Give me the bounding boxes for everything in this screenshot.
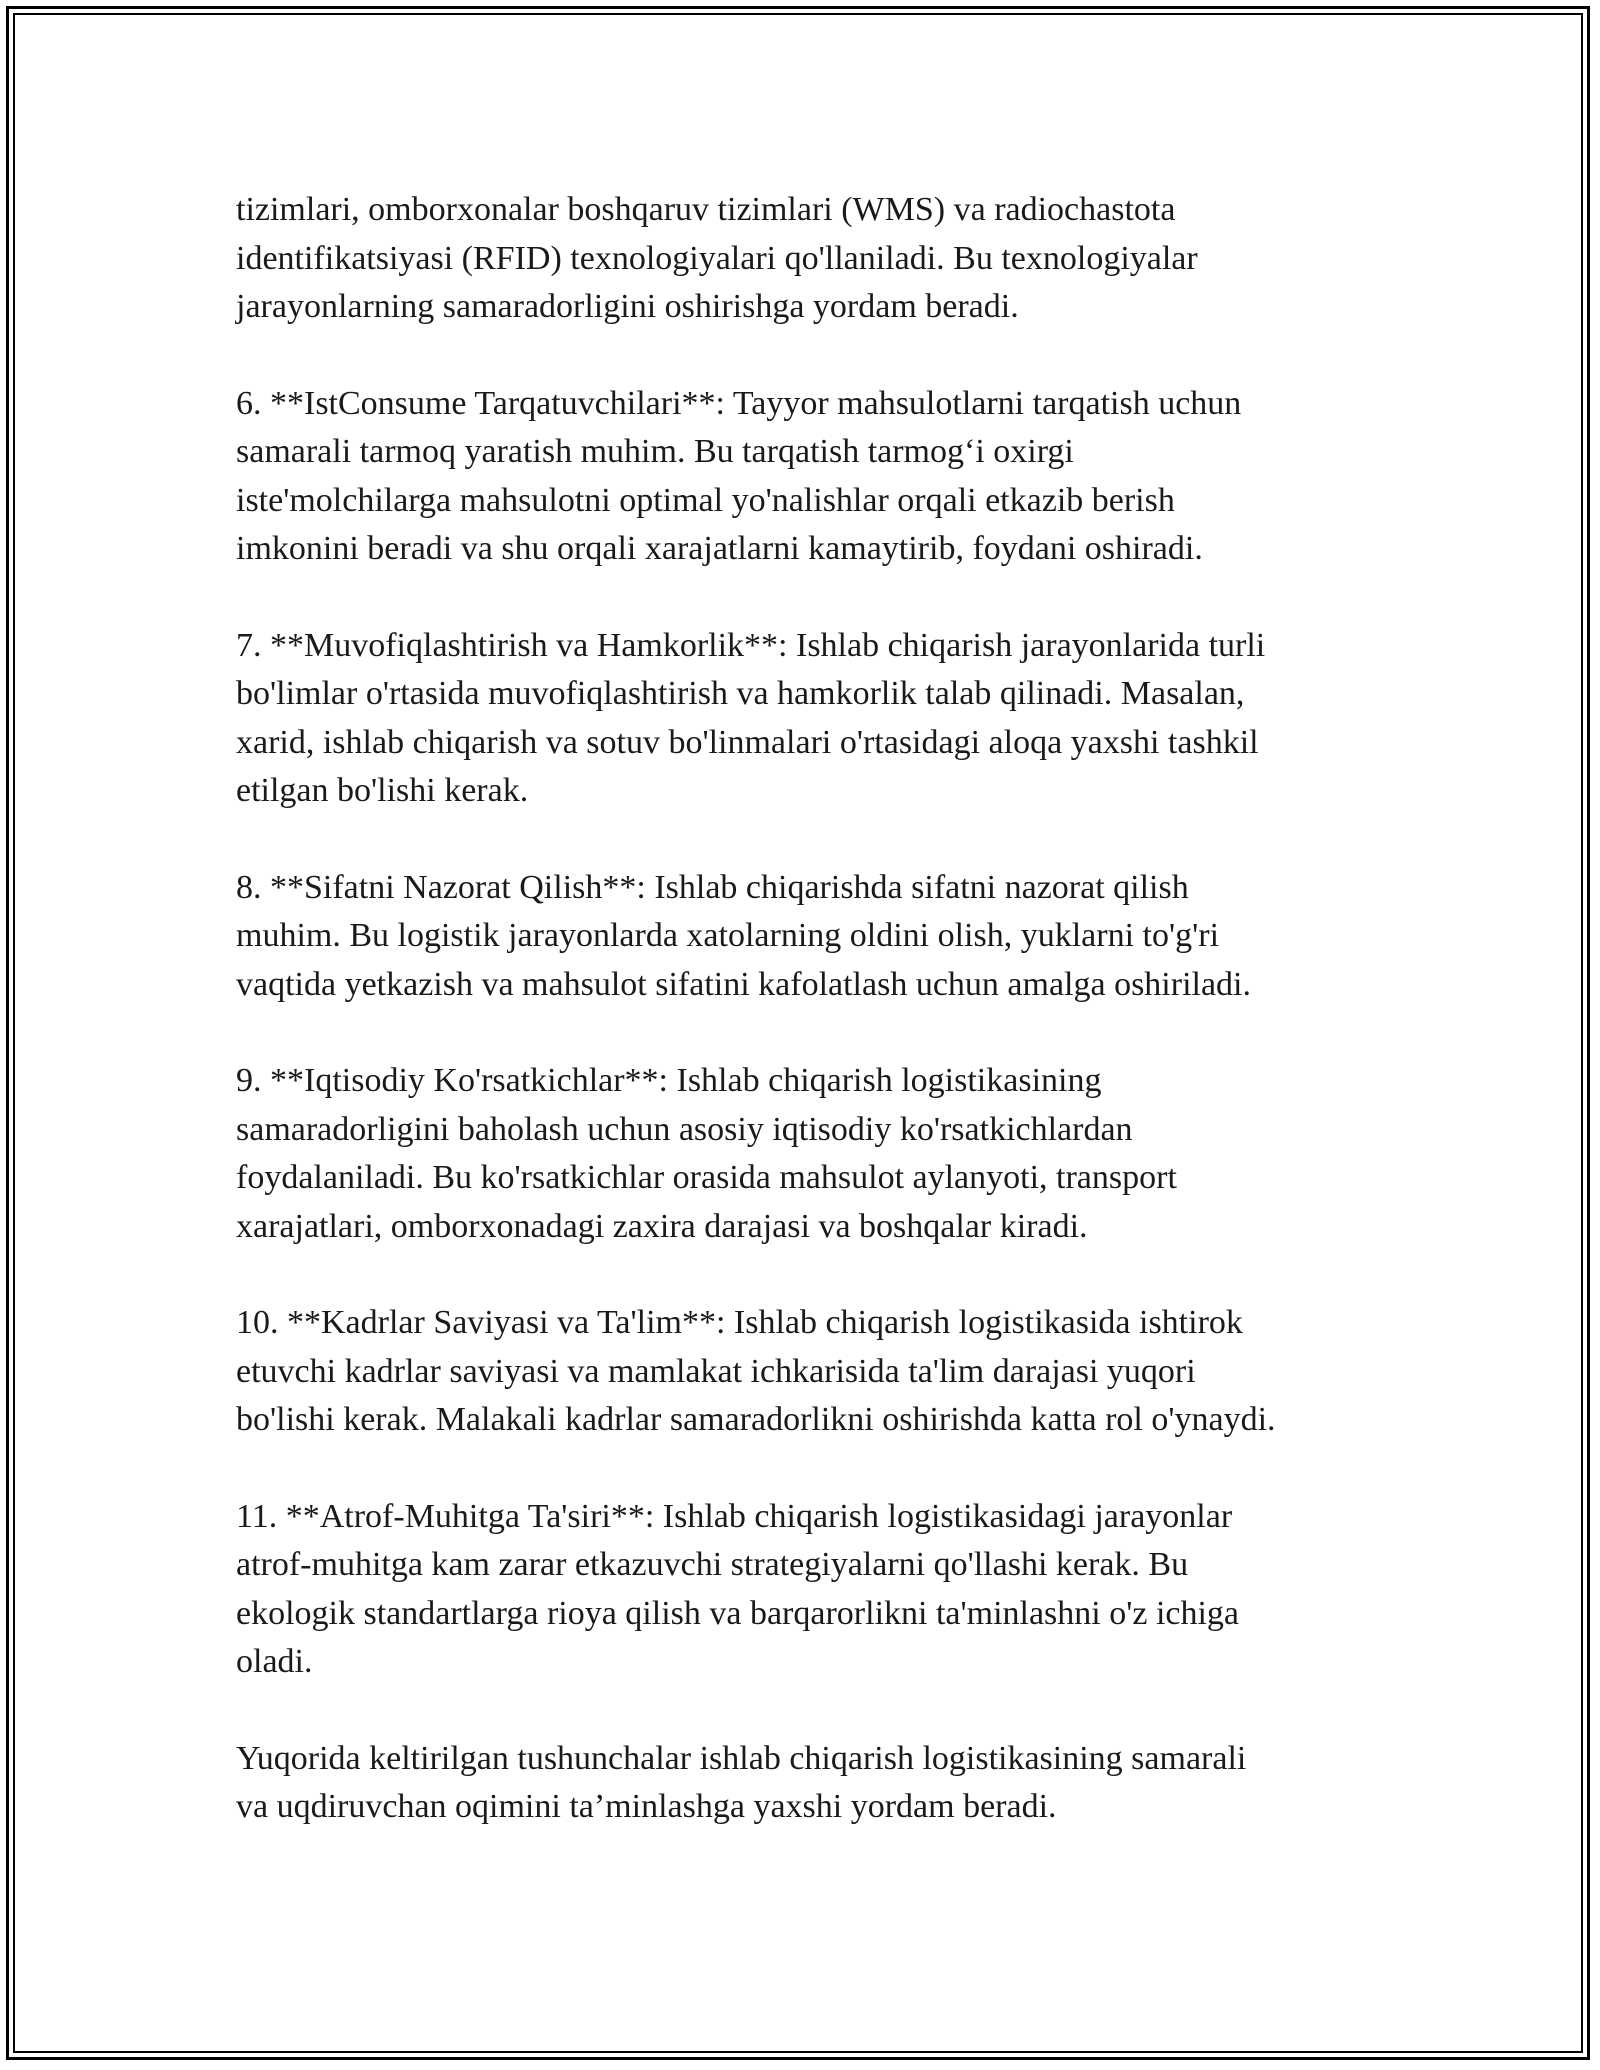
text-line: va uqdiruvchan oqimini ta’minlashga yaxshi yordam beradi.: [236, 1788, 1057, 1825]
text-line: tizimlari, omborxonalar boshqaruv tizimlari (WMS) va radiochastota: [236, 191, 1176, 228]
text-line: etilgan bo'lishi kerak.: [236, 772, 529, 809]
text-line: bo'limlar o'rtasida muvofiqlashtirish va hamkorlik talab qilinadi. Masalan,: [236, 675, 1245, 712]
text-line: 6. **IstConsume Tarqatuvchilari**: Tayyor mahsulotlarni tarqatish uchun: [236, 384, 1242, 422]
text-line: 7. **Muvofiqlashtirish va Hamkorlik**: Ishlab chiqarish jarayonlarida turli: [236, 626, 1266, 664]
text-line: Yuqorida keltirilgan tushunchalar ishlab chiqarish logistikasining samarali: [236, 1739, 1247, 1777]
paragraph-item-9: [236, 1057, 1396, 1251]
document-body: [236, 186, 1396, 1880]
text-line: bo'lishi kerak. Malakali kadrlar samaradorlikni oshirishda katta rol o'ynaydi.: [236, 1401, 1276, 1438]
text-line: 10. **Kadrlar Saviyasi va Ta'lim**: Ishlab chiqarish logistikasida ishtirok: [236, 1304, 1243, 1341]
text-line: atrof-muhitga kam zarar etkazuvchi strategiyalarni qo'llashi kerak. Bu: [236, 1546, 1189, 1583]
text-line: xarajatlari, omborxonadagi zaxira darajasi va boshqalar kiradi.: [236, 1207, 1088, 1245]
text-line: xarid, ishlab chiqarish va sotuv bo'linmalari o'rtasidagi aloqa yaxshi tashkil: [236, 723, 1259, 761]
paragraph-item-11: [236, 1493, 1396, 1687]
text-line: 11. **Atrof-Muhitga Ta'siri**: Ishlab chiqarish logistikasidagi jarayonlar: [236, 1497, 1233, 1535]
text-line: muhim. Bu logistik jarayonlarda xatolarning oldini olish, yuklarni to'g'ri: [236, 917, 1220, 954]
paragraph-item-8: [236, 864, 1396, 1010]
text-line: oladi.: [236, 1643, 313, 1680]
paragraph-conclusion: [236, 1735, 1396, 1832]
text-line: etuvchi kadrlar saviyasi va mamlakat ichkarisida ta'lim darajasi yuqori: [236, 1352, 1196, 1390]
text-line: 8. **Sifatni Nazorat Qilish**: Ishlab chiqarishda sifatni nazorat qilish: [236, 868, 1189, 906]
paragraph-item-6: [236, 380, 1396, 574]
text-line: 9. **Iqtisodiy Ko'rsatkichlar**: Ishlab chiqarish logistikasining: [236, 1062, 1102, 1099]
paragraph-intro-continuation: [236, 186, 1396, 332]
paragraph-item-10: [236, 1299, 1396, 1445]
paragraph-item-7: [236, 622, 1396, 816]
text-line: vaqtida yetkazish va mahsulot sifatini kafolatlash uchun amalga oshiriladi.: [236, 965, 1252, 1003]
text-line: identifikatsiyasi (RFID) texnologiyalari qo'llaniladi. Bu texnologiyalar: [236, 239, 1198, 277]
text-line: foydalaniladi. Bu ko'rsatkichlar orasida mahsulot aylanyoti, transport: [236, 1159, 1177, 1196]
text-line: samarali tarmoq yaratish muhim. Bu tarqatish tarmog‘i oxirgi: [236, 433, 1074, 470]
text-line: jarayonlarning samaradorligini oshirishga yordam beradi.: [236, 288, 1019, 325]
text-line: samaradorligini baholash uchun asosiy iqtisodiy ko'rsatkichlardan: [236, 1110, 1133, 1148]
text-line: imkonini beradi va shu orqali xarajatlarni kamaytirib, foydani oshiradi.: [236, 530, 1203, 567]
text-line: ekologik standartlarga rioya qilish va barqarorlikni ta'minlashni o'z ichiga: [236, 1594, 1240, 1632]
text-line: iste'molchilarga mahsulotni optimal yo'nalishlar orqali etkazib berish: [236, 481, 1175, 519]
